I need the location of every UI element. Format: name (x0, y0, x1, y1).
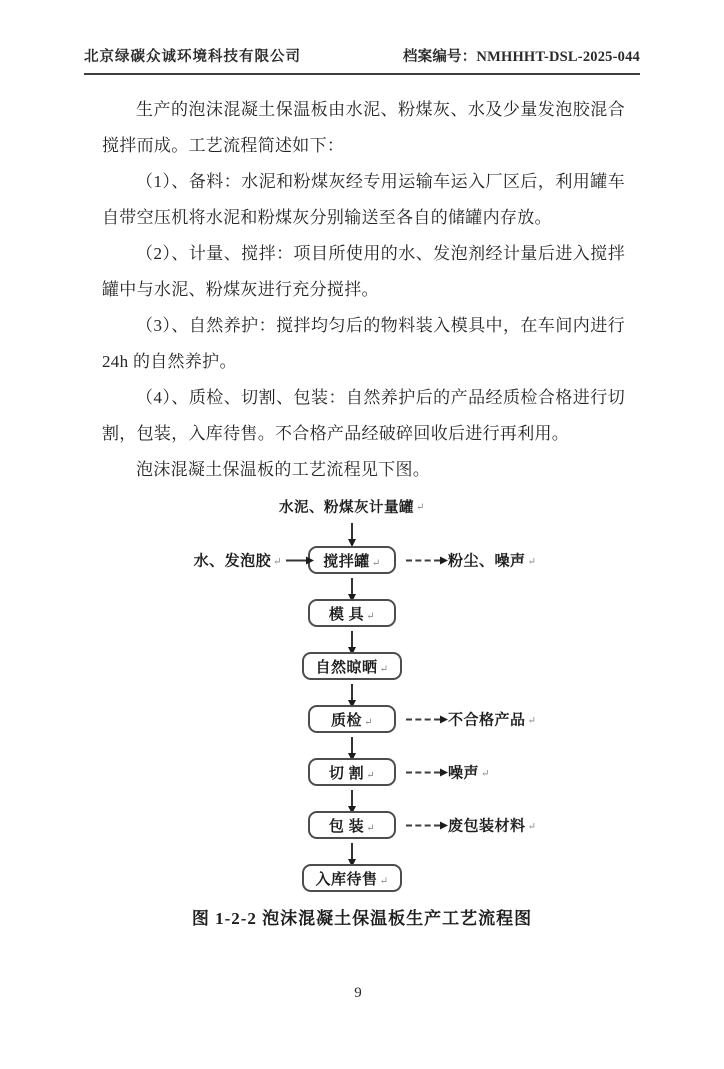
return-mark-icon: ↵ (379, 664, 389, 675)
down-arrow-icon (351, 843, 353, 860)
flow-box-natural-drying: 自然晾晒 ↵ (302, 652, 403, 680)
return-mark-icon: ↵ (527, 821, 537, 833)
step-1-paragraph: （1）、备料：水泥和粉煤灰经专用运输车运入厂区后，利用罐车自带空压机将水泥和粉煤灰分别输送至各自的储罐内存放。 (102, 172, 625, 227)
output-rejected-products: 不合格产品 ↵ (398, 709, 536, 730)
flow-label-metering-tank (0, 496, 704, 516)
output-waste-packaging: 废包装材料 ↵ (398, 815, 536, 836)
step-4-paragraph: （4）、质检、切割、包装：自然养护后的产品经质检合格进行切割，包装，入库待售。不合格产品经破碎回收后进行再利用。 (102, 388, 625, 443)
page-header (84, 45, 640, 75)
return-mark-icon: ↵ (527, 715, 537, 727)
return-mark-icon: ↵ (527, 556, 537, 568)
figure-caption: 图 1-2-2 泡沫混凝土保温板生产工艺流程图 (191, 909, 533, 928)
return-mark-icon: ↵ (364, 717, 373, 728)
company-name: 北京绿碳众诚环境科技有限公司 (84, 49, 301, 65)
flow-box-quality-check: 质检 ↵ (308, 705, 396, 733)
output-dust-noise: 粉尘、噪声 ↵ (398, 550, 536, 571)
down-arrow-icon (351, 684, 353, 701)
flowchart-intro-paragraph: 泡沫混凝土保温板的工艺流程见下图。 (136, 460, 431, 479)
down-arrow-icon (351, 523, 353, 540)
return-mark-icon: ↵ (371, 558, 381, 569)
dashed-arrow-icon (406, 718, 440, 720)
metering-tank-label: 水泥、粉煤灰计量罐 (279, 499, 415, 516)
dashed-arrow-icon (406, 824, 440, 826)
flow-box-warehouse: 入库待售 ↵ (302, 864, 403, 892)
step-2-paragraph: （2）、计量、搅拌：项目所使用的水、发泡剂经计量后进入搅拌罐中与水泥、粉煤灰进行充分搅拌。 (102, 244, 625, 299)
output-noise: 噪声 ↵ (398, 762, 490, 783)
flow-box-mixing-tank: 搅拌罐 ↵ (308, 546, 396, 574)
solid-arrow-icon (286, 559, 306, 561)
document-body (102, 92, 625, 488)
dashed-arrow-icon (406, 559, 440, 561)
archive-number: 档案编号：NMHHHT-DSL-2025-044 (402, 49, 640, 65)
water-foam-label: 水、发泡胶 (193, 553, 272, 570)
process-flowchart (0, 496, 704, 892)
return-mark-icon: ↵ (366, 611, 376, 622)
dashed-arrow-icon (406, 771, 440, 773)
down-arrow-icon (351, 737, 353, 754)
intro-paragraph: 生产的泡沫混凝土保温板由水泥、粉煤灰、水及少量发泡胶混合搅拌而成。工艺流程简述如下： (102, 100, 625, 155)
flow-box-cutting: 切 割 ↵ (308, 758, 396, 786)
return-mark-icon: ↵ (366, 823, 376, 834)
return-mark-icon: ↵ (379, 876, 389, 887)
down-arrow-icon (351, 578, 353, 595)
down-arrow-icon (351, 790, 353, 807)
step-3-paragraph: （3）、自然养护：搅拌均匀后的物料装入模具中，在车间内进行 24h 的自然养护。 (102, 316, 625, 371)
input-water-foaming-agent (194, 550, 306, 571)
flow-box-packaging: 包 装 ↵ (308, 811, 396, 839)
page-number: 9 (354, 985, 362, 1001)
return-mark-icon: ↵ (273, 556, 282, 568)
return-mark-icon: ↵ (416, 502, 425, 513)
down-arrow-icon (351, 631, 353, 648)
flow-box-mold: 模 具 ↵ (308, 599, 396, 627)
return-mark-icon: ↵ (366, 770, 376, 781)
return-mark-icon: ↵ (481, 768, 490, 780)
